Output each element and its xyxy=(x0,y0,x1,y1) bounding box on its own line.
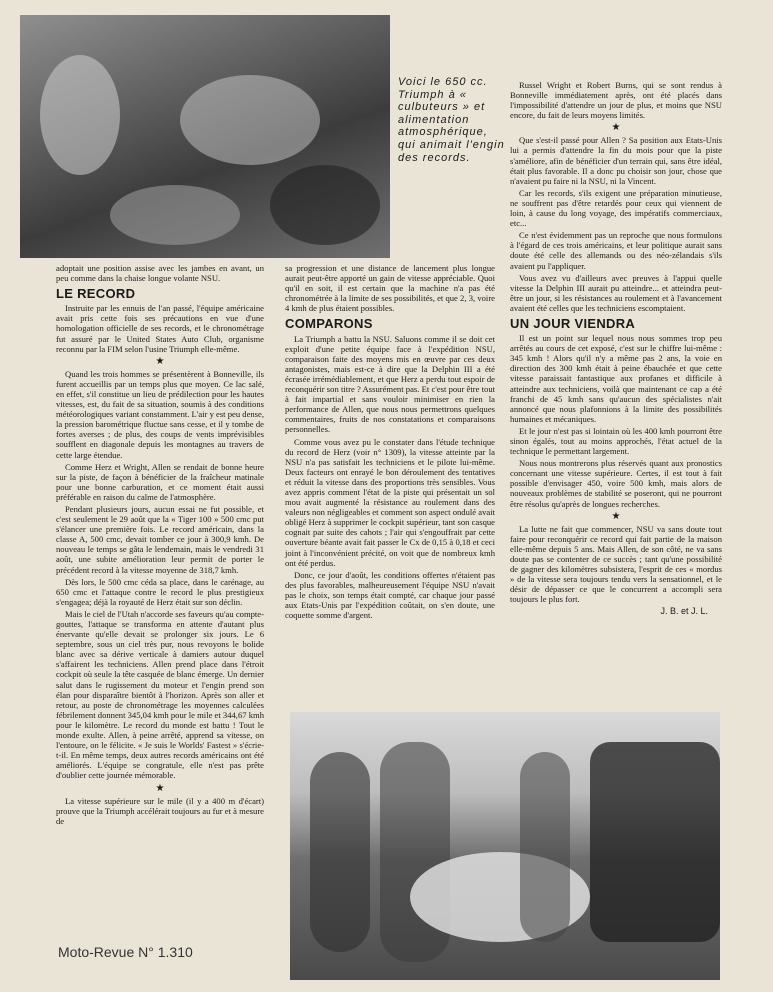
col1-p2: Quand les trois hommes se présentèrent à Bonneville, ils furent accueillis par un temps plus que moyen. Ce lac salé, en effet, s'il constitue un lieu de prédilection pour les hautes vitesses, est, du fait de sa situation, soumis à des conditions météorologiques variant constamment. L'air y est peu dense, la pression barométrique fluctue sans cesse, et il y tombe de fortes averses ; de plus, des coups de vents imprévisibles soufflent en diagonale depuis les montagnes au travers de cette large étendue. xyxy=(56,368,264,460)
signature: J. B. et J. L. xyxy=(660,606,708,617)
footer-page-number: Moto-Revue N° 1.310 xyxy=(58,944,193,960)
col2-lead: sa progression et une distance de lancement plus longue aurait peut-être apporté un gain de vitesse appréciable. Quoi qu'il en soit, il est certain que la machine n'a pas été chronométrée à la limite de ses possibilités, et que 2, 3, voire 4 kmh de plus étaient possibles. xyxy=(285,263,495,314)
col1-p3: Comme Herz et Wright, Allen se rendait de bonne heure sur la piste, de façon à bénéficier de la fraîcheur matinale pour une bonne carburation, et ce moment était aussi préférable en raison du calme de l'atmosphère. xyxy=(56,461,264,502)
team-photo xyxy=(290,712,720,980)
heading-un-jour-viendra: UN JOUR VIENDRA xyxy=(510,315,636,331)
col1-lead: adoptait une position assise avec les jambes en avant, un peu comme dans la chaise longue volante NSU. xyxy=(56,263,264,284)
column-2 xyxy=(285,263,495,622)
col2-p3: Donc, ce jour d'août, les conditions offertes n'étaient pas des plus favorables, malheureusement l'équipe NSU n'avait pas le choix, son temps était compté, car chaque jour passé aux Etats-Unis par l'expédition coûtait, on s'en doute, une coquette somme d'argent. xyxy=(285,569,495,621)
col1-p4: Pendant plusieurs jours, aucun essai ne fut possible, et c'est seulement le 29 août que la « Tiger 100 » 500 cmc put s'élancer une première fois. Le record américain, dans la classe A, 500 cmc, devait tomber ce jour à 300,9 kmh. De nouveau le temps se gâta le lendemain, mais le vendredi 31 août, une subite amélioration leur permit de porter le précédent record à la vitesse moyenne de 318,7 kmh. xyxy=(56,503,264,575)
col1-p6: Mais le ciel de l'Utah n'accorde ses faveurs qu'au compte-gouttes, l'attaque se transforma en attente d'autant plus énervante qu'elle devait se prolonger six jours. Le 6 septembre, sous un ciel très pur, nous revoyons le bolide blanc avec sa dérive verticale à damiers autour duquel s'affairent les techniciens. Allen prend place dans l'étroit cockpit où seule la tête casquée de blanc émerge. Un dernier salut dans le rugissement du moteur et l'engin prend son élan pour disparaître bientôt à l'horizon. Après son aller et retour, au poste de chronométrage les moyennes calculées fébrilement donnent 345,04 kmh pour le mile et 344,67 kmh pour le kilomètre. Le record du monde est battu ! Tout le monde exulte. Allen, à peine arrêté, apprend sa vitesse, on l'entoure, on le félicite. « Je suis le Worlds' Fastest » s'écrie-t-il. En même temps, deux autres records américains ont été améliorés. L'équipe se congratule, elle n'est pas prête d'oublier cette journée mémorable. xyxy=(56,608,264,781)
heading-comparons: COMPARONS xyxy=(285,316,373,332)
col3-p9: La lutte ne fait que commencer, NSU va sans doute tout faire pour reconquérir ce record qui fait partie de la maison elle-même depuis 5 ans. Mais Allen, de son côté, ne va sans doute pas se contenter de ce succès ; tant qu'une possibilité de gagner des kilomètres subsistera, l'esprit de ces « mordus » de la vitesse sera toujours tendu vers la sensationnel, et le désir de dépasser ce que le concurrent a accompli sera toujours le plus fort. xyxy=(510,523,722,605)
col1-p5: Dès lors, le 500 cmc céda sa place, dans le carénage, au 650 cmc et l'attaque contre le record le plus prestigieux s'engagea; déjà la royauté de Herz était sur son déclin. xyxy=(56,576,264,607)
col3-p5: Vous avez vu d'ailleurs avec preuves à l'appui quelle vitesse la Delphin III aurait pu atteindre... et atteindra peut-être un jour, si les résistances au roulement et à l'avancement avaient été celles que les techniciens escomptaient. xyxy=(510,272,722,313)
col1-p7: La vitesse supérieure sur le mile (il y a 400 m d'écart) prouve que la Triumph accélérait toujours au fur et à mesure de xyxy=(56,795,264,826)
col3-p7: Et le jour n'est pas si lointain où les 400 kmh pourront être sinon égalés, tout au moins approchés, l'état actuel de la technique le permettant largement. xyxy=(510,425,722,457)
col3-p2: Que s'est-il passé pour Allen ? Sa position aux Etats-Unis lui a permis d'attendre la fin du mois pour que la piste s'améliore, afin de bénéficier d'un terrain qui, sans être idéal, était plus favorable. Il a donc pu choisir son jour, chose que n'avaient pu faire ni la NSU, ni la Vincent. xyxy=(510,135,722,186)
col1-p1: Instruite par les ennuis de l'an passé, l'équipe américaine avait pris cette fois ses précautions en vue d'une homologation officielle de ses records, et le chronométrage fut assuré par le United States Auto Club, organisme reconnu par la FIM selon l'usine Triumph elle-même. xyxy=(56,303,264,354)
star-separator: ★ xyxy=(155,355,165,367)
col3-p6: Il est un point sur lequel nous nous sommes trop peu arrêtés au cours de cet exposé, c'est sur le chiffre lui-même : 345 kmh ! Alors qu'il n'y a même pas 2 ans, la voie en direction des 300 kmh était à peine ébauchée et que cette vitesse paraissait fantastique aux profanes et difficile à atteindre aux techniciens, voilà que maintenant ce cap a été franchi de 45 kmh sans qu'aucun des spécialistes n'ait annoncé que nous plafonnions à la limite des possibilités humaines et mécaniques. xyxy=(510,333,722,424)
engine-photo xyxy=(20,15,390,258)
col3-p8: Nous nous montrerons plus réservés quant aux pronostics concernant une vitesse supérieure. Certes, il est tout à fait possible d'envisager 450, voire 500 kmh, mais alors de nouveaux problèmes de stabilité se poseront, qui ne pourront être résolus qu'après de longues recherches. xyxy=(510,458,722,509)
col2-p2: Comme vous avez pu le constater dans l'étude technique du record de Herz (voir n° 1309), la vitesse atteinte par la NSU n'a pas satisfait les techniciens et le pilote lui-même. Deux facteurs ont enrayé le bon déroulement des tentatives et réduit la vitesse dans des proportions très sensibles. Vous avez appris comment l'état de la piste qui présentait un sol mou avait augmenté la résistance au roulement dans des valeurs non négligeables et comment son aspect ondulé avait obligé Herz à supprimer le cockpit supérieur, tant son casque cognait par suite des cahots ; l'air qui s'engouffrait par cette ouverture béante avait fait passer le Cx de 0,15 à 0,18 et ceci joint à l'inconvénient précité, on voit que de nombreux kmh ont été perdus. xyxy=(285,436,495,568)
col3-p1: Russel Wright et Robert Burns, qui se sont rendus à Bonneville immédiatement après, ont été placés dans l'impossibilité d'attendre un jour de plus, et moins que NSU encore, du fait de leurs moyens limités. xyxy=(510,80,722,121)
column-1 xyxy=(56,263,264,828)
photo-caption: Voici le 650 cc. Triumph à « culbuteurs » et alimentation atmosphérique, qui animait l'engin des records. xyxy=(398,76,505,164)
col3-p4: Ce n'est évidemment pas un reproche que nous formulons à l'égard de ces trois américains, et leur politique aurait sans doute été celle des allemands ou des néo-zélandais s'ils avaient pu l'appliquer. xyxy=(510,230,722,271)
col2-p1: La Triumph a battu la NSU. Saluons comme il se doit cet exploit d'une petite équipe face à l'expédition NSU, comparaison faite des moyens mis en œuvre par ces deux antagonistes, mais est-ce à dire que la Delphin III a été écrasée irrémédiablement, et que Herz a perdu tout espoir de reconquérir son titre ? Assurément pas. Et c'est pour être tout à fait impartial et sans vouloir minimiser en rien la performance de Allen, que nous nous permettrons quelques commentaires, fruits de nos constatations et comparaisons personnelles. xyxy=(285,333,495,435)
col3-p3: Car les records, s'ils exigent une préparation minutieuse, ne souffrent pas d'être retardés pour ceux qui viennent de loin, à cause du long voyage, des impératifs commerciaux, etc... xyxy=(510,187,722,229)
column-3 xyxy=(510,80,722,617)
star-separator: ★ xyxy=(611,122,621,134)
star-separator: ★ xyxy=(611,510,621,522)
heading-le-record: LE RECORD xyxy=(56,286,136,302)
star-separator: ★ xyxy=(155,782,165,794)
